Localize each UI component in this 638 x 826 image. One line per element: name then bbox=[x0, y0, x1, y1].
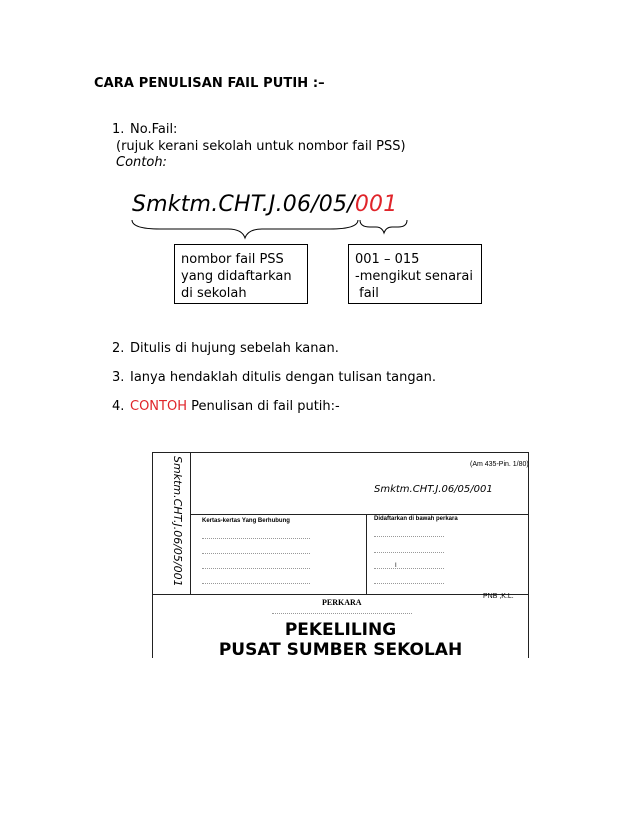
form-top-border bbox=[152, 452, 529, 453]
form-perkara-label: PERKARA bbox=[322, 598, 362, 607]
code-suffix: 001 bbox=[354, 192, 398, 217]
form-reference: (Am 435-Pin. 1/80) bbox=[470, 461, 529, 468]
form-right-mark: I bbox=[395, 563, 397, 569]
form-left-line bbox=[202, 538, 310, 539]
item-4-highlight: CONTOH bbox=[130, 399, 187, 414]
form-right-line bbox=[374, 552, 444, 553]
box-left-line-2: yang didaftarkan bbox=[181, 269, 292, 284]
item-4-number: 4. bbox=[112, 399, 125, 414]
box-right-line-2: -mengikut senarai bbox=[355, 269, 473, 284]
box-left-line-3: di sekolah bbox=[181, 286, 247, 301]
box-left-line-1: nombor fail PSS bbox=[181, 252, 284, 267]
brace-graphic bbox=[120, 218, 410, 242]
form-middle-divider bbox=[366, 514, 367, 594]
item-4-text bbox=[130, 399, 340, 414]
left-brace bbox=[132, 220, 358, 238]
item-3-number: 3. bbox=[112, 370, 125, 385]
item-1-example: Contoh: bbox=[116, 155, 167, 170]
item-4-rest: Penulisan di fail putih:- bbox=[186, 399, 340, 414]
form-right-line bbox=[374, 568, 444, 569]
item-1-note: (rujuk kerani sekolah untuk nombor fail PSS) bbox=[116, 139, 406, 154]
box-file-number-note bbox=[174, 244, 308, 304]
form-left-line bbox=[202, 583, 310, 584]
code-prefix: Smktm.CHT.J.06/05/ bbox=[132, 192, 355, 217]
form-vertical-code: Smktm.CHT.J.06/05/001 bbox=[171, 456, 184, 587]
form-right-line bbox=[374, 583, 444, 584]
form-title-line-2: PUSAT SUMBER SEKOLAH bbox=[218, 640, 463, 658]
form-title-line-1: PEKELILING bbox=[284, 620, 397, 640]
box-range-note bbox=[348, 244, 482, 304]
box-right-line-3: fail bbox=[355, 286, 379, 301]
page-heading: CARA PENULISAN FAIL PUTIH :– bbox=[94, 76, 325, 91]
example-file-code bbox=[132, 192, 397, 217]
right-brace bbox=[360, 220, 407, 233]
form-pnb-label: PNB ,K.L. bbox=[483, 593, 514, 600]
form-right-line bbox=[374, 536, 444, 537]
form-left-line bbox=[202, 553, 310, 554]
item-1-label: No.Fail: bbox=[130, 122, 178, 137]
item-2-text: Ditulis di hujung sebelah kanan. bbox=[130, 341, 339, 356]
item-2-number: 2. bbox=[112, 341, 125, 356]
form-section-line bbox=[190, 514, 528, 515]
form-bottom-section-line bbox=[152, 594, 529, 595]
form-left-label: Kertas-kertas Yang Berhubung bbox=[202, 518, 290, 524]
file-cover-form bbox=[152, 452, 529, 658]
form-file-code: Smktm.CHT.J.06/05/001 bbox=[374, 484, 493, 495]
form-spine-divider bbox=[190, 452, 191, 594]
form-left-line bbox=[202, 568, 310, 569]
box-right-line-1: 001 – 015 bbox=[355, 252, 420, 267]
item-3-text: Ianya hendaklah ditulis dengan tulisan tangan. bbox=[130, 370, 436, 385]
item-1-number: 1. bbox=[112, 122, 125, 137]
form-right-label: Didaftarkan di bawah perkara bbox=[374, 516, 458, 522]
form-perkara-line bbox=[272, 613, 412, 614]
